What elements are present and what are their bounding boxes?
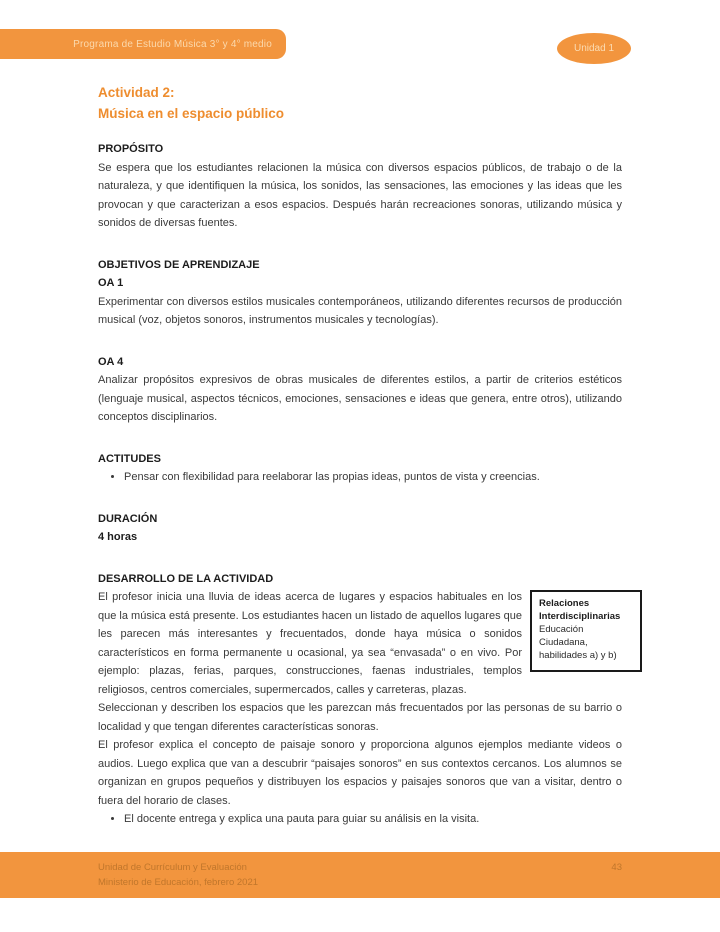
program-title-badge [0,29,286,59]
footer-org-line2: Ministerio de Educación, febrero 2021 [98,877,259,888]
interdisciplinary-box-body-line1: Educación Ciudadana, [539,623,588,648]
page-content [98,82,622,829]
desarrollo-list [98,810,622,829]
oa1-paragraph: Experimentar con diversos estilos musicales contemporáneos, utilizando diferentes recursos de producción musical (voz, objetos sonoros, instrumentos musicales y tecnologías). [98,295,622,326]
heading-objetivos: OBJETIVOS DE APRENDIZAJE [98,258,260,271]
activity-title-line2: Música en el espacio público [98,106,285,121]
oa1-label: OA 1 [98,277,124,289]
activity-title-line1: Actividad 2: [98,85,175,100]
proposito-paragraph: Se espera que los estudiantes relacionen la música con diversos espacios públicos, de trabajo o de la naturaleza, y que identifiquen la música, los sonidos, las sensaciones, las emociones y las ideas que les provocan y que caracterizan a esos espacios. Después harán recreaciones sonoras, utilizando música y sonidos de diversas fuentes. [98,161,622,229]
heading-desarrollo: DESARROLLO DE LA ACTIVIDAD [98,572,274,585]
footer-page-number: 43 [611,862,622,873]
unit-badge [557,33,631,64]
program-title-label: Programa de Estudio Música 3° y 4° medio [73,38,272,50]
interdisciplinary-box-body-line2: habilidades a) y b) [539,649,617,661]
interdisciplinary-box [530,590,642,672]
footer-org-block [98,860,258,890]
desarrollo-paragraph-1: El profesor inicia una lluvia de ideas acerca de lugares y espacios habituales en los que la música está presente. Los estudiantes hacen un listado de aquellos lugares que les parecen más interesantes y frecuentados, donde haya música o sonidos característicos en forma permanente u ocasional, ya sea “envasada” o en vivo. Por ejemplo: plazas, ferias, parques, construcciones, faenas industriales, templos religiosos, centros comerciales, supermercados, calles y carreteras, plazas. [98,591,522,696]
unit-badge-label: Unidad 1 [573,43,615,54]
footer-bar [0,852,720,898]
actitudes-bullet-item: • Pensar con flexibilidad para reelaborar las propias ideas, puntos de vista y creencias. [124,468,622,487]
interdisciplinary-box-title-line1: Relaciones [539,597,590,609]
oa4-paragraph: Analizar propósitos expresivos de obras musicales de diferentes estilos, a partir de criterios estéticos (lenguaje musical, aspectos técnicos, emociones, sensaciones e ideas que genera, entre otros), utilizando conceptos disciplinarios. [98,374,622,423]
desarrollo-paragraph-3: El profesor explica el concepto de paisaje sonoro y proporciona algunos ejemplos mediante videos o audios. Luego explica que van a descubrir “paisajes sonoros” en sus contextos cercanos. Los alumnos se organizan en grupos pequeños y distribuyen los espacios y paisajes sonoros que van a visitar, dentro o fuera del horario de clases. [98,739,622,807]
heading-duracion: DURACIÓN [98,512,158,525]
desarrollo-paragraph-2: Seleccionan y describen los espacios que les parezcan más frecuentados por las personas de su barrio o localidad y que tengan diferentes características sonoras. [98,702,622,733]
heading-actitudes: ACTITUDES [98,452,161,465]
desarrollo-bullet-item: • El docente entrega y explica una pauta para guiar su análisis en la visita. [124,810,622,829]
activity-title [98,82,622,124]
heading-proposito: PROPÓSITO [98,143,164,155]
actitudes-list [98,468,622,487]
footer-org-line1: Unidad de Currículum y Evaluación [98,862,247,873]
oa4-label: OA 4 [98,355,124,368]
desarrollo-section [98,570,622,829]
interdisciplinary-box-title-line2: Interdisciplinarias [539,610,621,622]
duracion-value: 4 horas [98,531,138,543]
